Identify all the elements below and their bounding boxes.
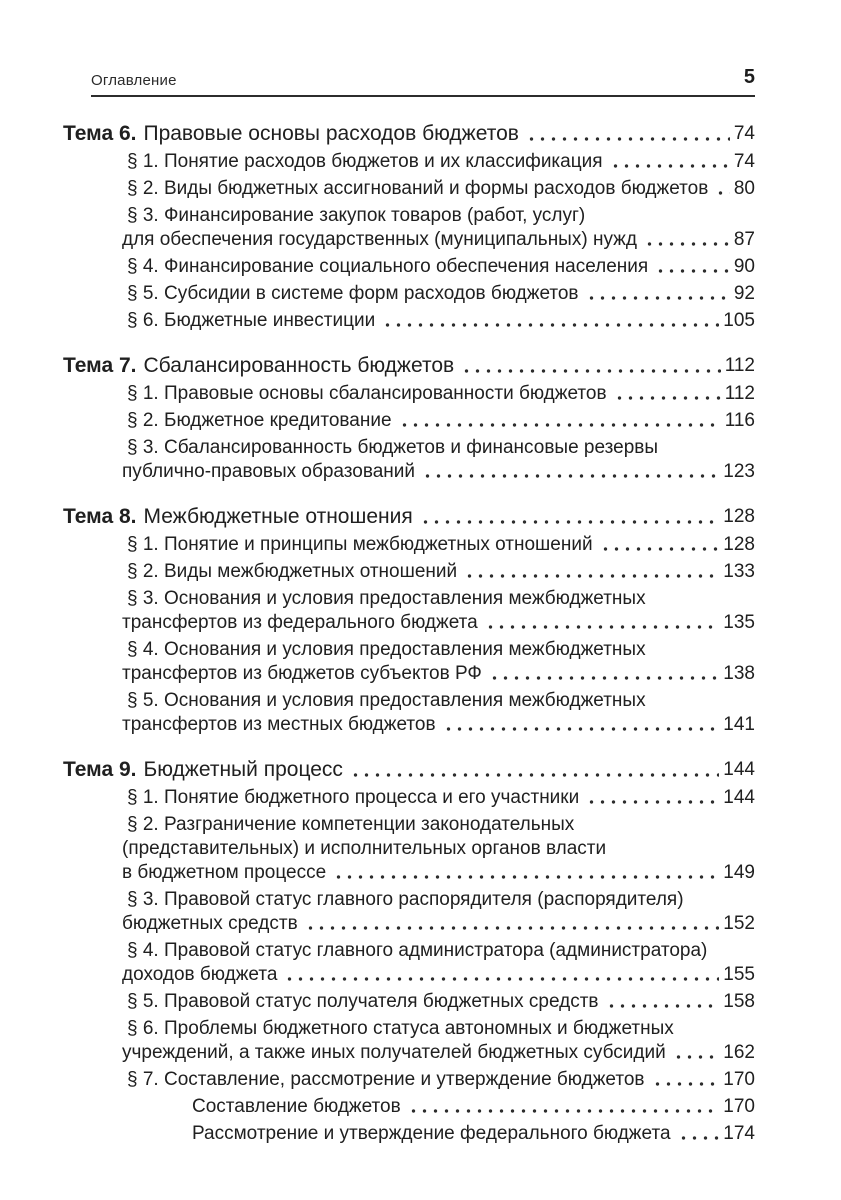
toc-entry [63,990,755,1014]
toc-page-number: 144 [723,759,755,780]
toc-entry [63,813,755,885]
toc-entry-text: § 1. Понятие расходов бюджетов и их классификация [127,151,603,172]
toc-entry [63,382,755,406]
toc-entry [63,1068,755,1092]
toc-page-number: 174 [723,1123,755,1144]
toc-entry-text: § 2. Разграничение компетенции законодательных [127,814,575,835]
toc-group [63,121,755,333]
toc-entry-line [63,533,755,557]
header-rule [91,95,755,97]
toc-entry-text: § 3. Финансирование закупок товаров (работ, услуг) [127,205,586,226]
toc-entry-line [63,255,755,279]
toc-entry [63,255,755,279]
toc-page-number: 105 [723,310,755,331]
toc-entry-line [63,282,755,306]
toc-entry-text: § 3. Сбалансированность бюджетов и финансовые резервы [127,437,659,458]
toc-entry-text: доходов бюджета [122,964,278,985]
toc-page-number: 92 [733,283,755,304]
dot-leader [408,1095,720,1119]
toc-page-number: 170 [723,1069,755,1090]
running-title: Оглавление [91,72,177,89]
toc-page-number: 138 [723,663,755,684]
toc-entry [63,533,755,557]
toc-entry-text: § 2. Бюджетное кредитование [127,410,392,431]
toc-group [63,757,755,1146]
dot-leader [600,533,720,557]
dot-leader [652,1068,720,1092]
toc-page-number: 162 [723,1042,755,1063]
dot-leader [464,560,719,584]
toc-entry-line [63,204,755,228]
toc-page-number: 141 [723,714,755,735]
toc-topic-label: Тема 9. [63,758,137,781]
toc-entry [63,409,755,433]
toc-page-number: 112 [724,355,755,376]
toc-page-number: 74 [733,151,755,172]
toc-entry [63,150,755,174]
toc-entry-line [63,813,755,837]
toc-page-number: 74 [733,123,755,144]
dot-leader [644,228,730,252]
toc-entry-text: § 3. Правовой статус главного распорядителя (распорядителя) [127,889,684,910]
toc-entry-text: § 4. Основания и условия предоставления межбюджетных [127,639,646,660]
dot-leader [382,309,719,333]
toc-entry-text: Составление бюджетов [192,1096,401,1117]
toc-entry-continuation-line [63,460,755,484]
toc-entry [63,1095,755,1119]
toc-entry-text: § 1. Понятие и принципы межбюджетных отношений [127,534,593,555]
toc-group [63,504,755,737]
toc-entry-text: (представительных) и исполнительных органов власти [122,838,607,859]
dot-leader [673,1041,720,1065]
toc-entry-text: § 1. Понятие бюджетного процесса и его участники [127,787,580,808]
toc-entry-line [63,638,755,662]
toc-page-number: 152 [723,913,755,934]
toc-page-number: 116 [724,410,755,431]
toc-group [63,353,755,484]
toc-entry-text: § 4. Финансирование социального обеспечения населения [127,256,649,277]
toc-topic-title: Правовые основы расходов бюджетов [143,122,519,145]
toc-entry-text: § 3. Основания и условия предоставления межбюджетных [127,588,646,609]
toc-entry-continuation-line [63,861,755,885]
dot-leader [422,460,719,484]
toc-entry-line [63,150,755,174]
toc-entry-continuation-line [63,1041,755,1065]
toc-topic-heading [63,757,755,783]
toc-entry [63,1017,755,1065]
toc-entry-line [63,1017,755,1041]
page-header [91,66,755,97]
toc-entry [63,786,755,810]
toc-page-number: 123 [723,461,755,482]
dot-leader [655,255,730,279]
toc-entry-text: § 6. Проблемы бюджетного статуса автономных и бюджетных [127,1018,674,1039]
dot-leader [399,409,721,433]
toc-entry-text: § 2. Виды бюджетных ассигнований и формы расходов бюджетов [127,178,709,199]
toc-entry-text: учреждений, а также иных получателей бюджетных субсидий [122,1042,666,1063]
toc-entry-text: для обеспечения государственных (муниципальных) нужд [122,229,637,250]
toc-entry-line [63,888,755,912]
toc-entry [63,1122,755,1146]
toc-entry-line [63,587,755,611]
toc-entry [63,204,755,252]
toc-entry [63,939,755,987]
dot-leader [485,611,720,635]
toc-page-number: 80 [733,178,755,199]
toc-entry-continuation-line [63,228,755,252]
dot-leader [715,177,730,201]
toc-page-number: 128 [723,506,755,527]
dot-leader [350,757,719,783]
toc-entry-text: публично-правовых образований [122,461,416,482]
dot-leader [586,282,730,306]
toc-entry [63,177,755,201]
toc-entry-line [63,177,755,201]
toc-page-number: 158 [723,991,755,1012]
toc-entry-text: трансфертов из федерального бюджета [122,612,478,633]
toc-entry-line [63,990,755,1014]
toc-entry-text: § 2. Виды межбюджетных отношений [127,561,458,582]
toc-entry-continuation-line [63,963,755,987]
toc [63,121,755,1146]
dot-leader [461,353,721,379]
toc-entry-continuation-line [63,837,755,861]
toc-entry-line [63,689,755,713]
toc-entry [63,436,755,484]
toc-entry-continuation-line [63,912,755,936]
toc-page-number: 133 [723,561,755,582]
toc-entry [63,638,755,686]
dot-leader [614,382,721,406]
dot-leader [305,912,720,936]
toc-entry [63,587,755,635]
toc-page-number: 144 [723,787,755,808]
dot-leader [333,861,719,885]
toc-entry-text: трансфертов из бюджетов субъектов РФ [122,663,482,684]
toc-topic-label: Тема 7. [63,354,137,377]
toc-entry-line [63,409,755,433]
toc-entry [63,689,755,737]
toc-topic-title: Бюджетный процесс [143,758,343,781]
toc-page-number: 128 [723,534,755,555]
toc-entry-text: § 1. Правовые основы сбалансированности бюджетов [127,383,607,404]
toc-page-number: 112 [724,383,755,404]
dot-leader [678,1122,720,1146]
page-number: 5 [743,66,755,88]
toc-entry-text: § 5. Основания и условия предоставления межбюджетных [127,690,646,711]
toc-topic-heading [63,121,755,147]
toc-entry-text: § 7. Составление, рассмотрение и утверждение бюджетов [127,1069,645,1090]
toc-entry-text: § 5. Правовой статус получателя бюджетных средств [127,991,599,1012]
toc-entry-text: в бюджетном процессе [122,862,327,883]
toc-entry-text: трансфертов из местных бюджетов [122,714,436,735]
toc-topic-title: Сбалансированность бюджетов [143,354,455,377]
toc-page-number: 155 [723,964,755,985]
toc-entry-continuation-line [63,611,755,635]
toc-entry [63,282,755,306]
toc-topic-title: Межбюджетные отношения [143,505,413,528]
dot-leader [284,963,719,987]
toc-entry-line [63,560,755,584]
toc-entry [63,309,755,333]
toc-entry-text: бюджетных средств [122,913,298,934]
dot-leader [586,786,719,810]
toc-page-number: 149 [723,862,755,883]
toc-entry-line [63,382,755,406]
toc-entry-text: § 4. Правовой статус главного администратора (администратора) [127,940,708,961]
toc-entry-line [63,309,755,333]
toc-page-number: 135 [723,612,755,633]
toc-entry [63,560,755,584]
toc-entry-line [63,436,755,460]
toc-entry-text: § 6. Бюджетные инвестиции [127,310,376,331]
toc-entry [63,888,755,936]
toc-page-number: 90 [733,256,755,277]
toc-entry-continuation-line [63,662,755,686]
toc-topic-label: Тема 8. [63,505,137,528]
toc-entry-text: Рассмотрение и утверждение федерального бюджета [192,1123,671,1144]
dot-leader [420,504,720,530]
dot-leader [526,121,730,147]
toc-entry-text: § 5. Субсидии в системе форм расходов бюджетов [127,283,579,304]
dot-leader [606,990,720,1014]
toc-entry-line [63,1068,755,1092]
dot-leader [610,150,730,174]
toc-topic-label: Тема 6. [63,122,137,145]
dot-leader [489,662,719,686]
toc-entry-line [63,1095,755,1119]
toc-entry-continuation-line [63,713,755,737]
toc-topic-heading [63,353,755,379]
dot-leader [443,713,720,737]
toc-page-number: 170 [723,1096,755,1117]
toc-topic-heading [63,504,755,530]
toc-page-number: 87 [733,229,755,250]
toc-entry-line [63,1122,755,1146]
toc-entry-line [63,786,755,810]
toc-entry-line [63,939,755,963]
